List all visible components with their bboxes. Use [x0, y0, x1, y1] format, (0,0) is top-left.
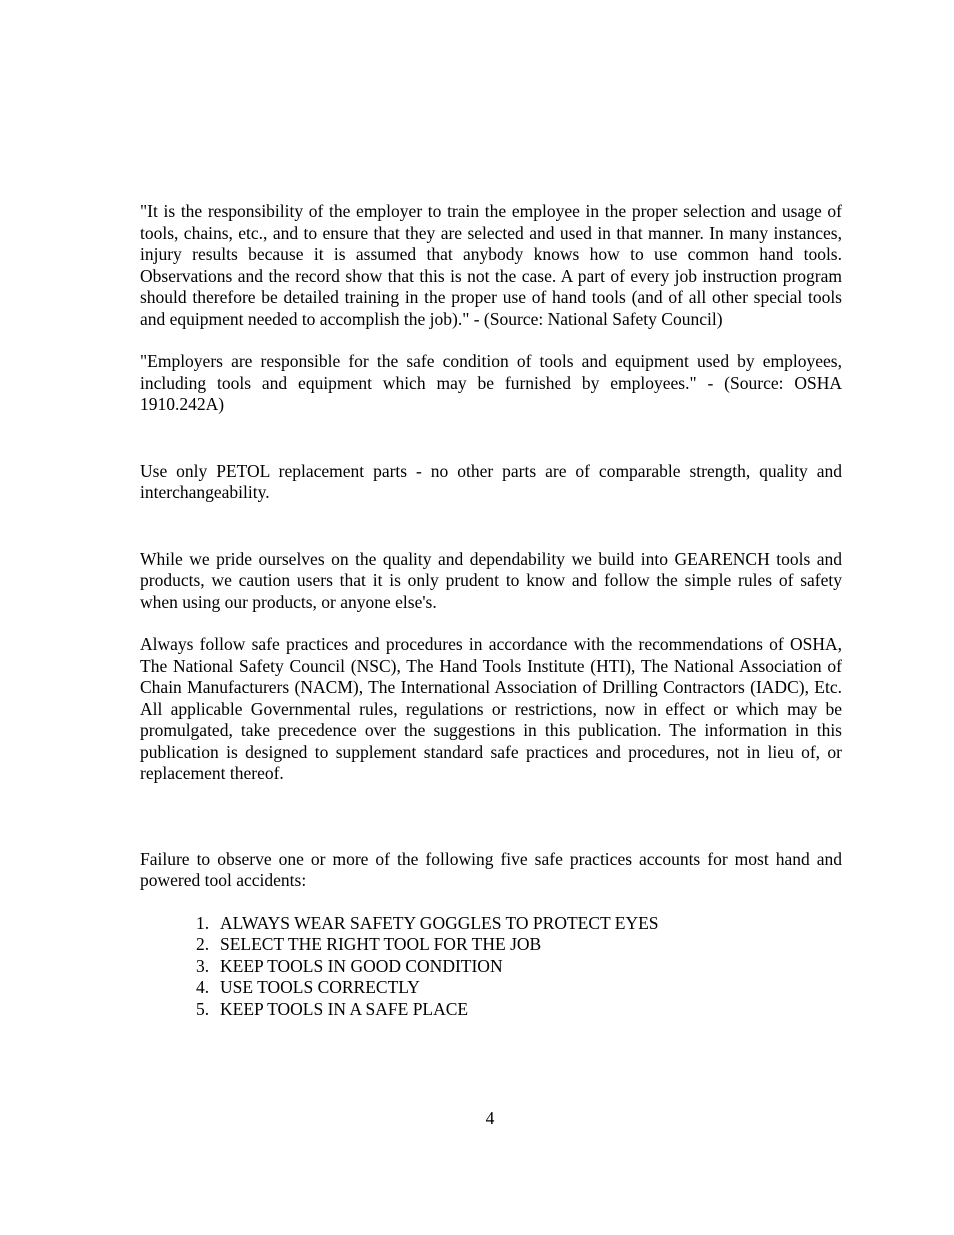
list-item [196, 913, 842, 935]
list-item [196, 934, 842, 956]
list-item-number: 4. [196, 977, 210, 997]
safe-practices-list [140, 913, 842, 1021]
nsc-quote-paragraph: "It is the responsibility of the employer to train the employee in the proper selection and usage of tools, chains, etc., and to ensure that they are selected and used in that manner. In many instances, injury results because it is assumed that anybody knows how to use common hand tools. Observations and the record show that this is not the case. A part of every job instruction program should therefore be detailed training in the proper use of hand tools (and of all other special tools and equipment needed to accomplish the job)." - (Source: National Safety Council) [140, 201, 842, 329]
list-item-number: 3. [196, 955, 210, 976]
page-number: 4 [485, 1108, 495, 1128]
list-item-text: KEEP TOOLS IN GOOD CONDITION [220, 955, 503, 976]
spacer [140, 330, 842, 351]
list-item [196, 977, 842, 999]
list-item-text: ALWAYS WEAR SAFETY GOGGLES TO PROTECT EYES [220, 912, 659, 933]
page-body [140, 201, 842, 1020]
list-item [196, 999, 842, 1021]
spacer [140, 416, 842, 461]
list-item-text: KEEP TOOLS IN A SAFE PLACE [220, 998, 469, 1019]
spacer [140, 613, 842, 634]
list-item-text: SELECT THE RIGHT TOOL FOR THE JOB [220, 934, 542, 954]
list-item-text: USE TOOLS CORRECTLY [220, 977, 420, 997]
list-item-number: 1. [196, 912, 210, 933]
list-item-number: 2. [196, 934, 210, 954]
list-item [196, 956, 842, 978]
spacer [140, 785, 842, 849]
osha-quote-paragraph: "Employers are responsible for the safe condition of tools and equipment used by employees, including tools and equipment which may be furnished by employees." - (Source: OSHA 1910.242A) [140, 351, 842, 414]
pride-caution-paragraph: While we pride ourselves on the quality and dependability we build into GEARENCH tools and products, we caution users that it is only prudent to know and follow the simple rules of safety when using our products, or anyone else's. [140, 548, 842, 612]
failure-intro-paragraph: Failure to observe one or more of the following five safe practices accounts for most hand and powered tool accidents: [140, 848, 842, 890]
list-item-number: 5. [196, 998, 210, 1019]
spacer [140, 504, 842, 549]
spacer [140, 892, 842, 913]
safe-practices-paragraph: Always follow safe practices and procedures in accordance with the recommendations of OSHA, The National Safety Council (NSC), The Hand Tools Institute (HTI), The National Association of Chain Manufacturers (NACM), The International Association of Drilling Contractors (IADC), Etc. All applicable Governmental rules, regulations or restrictions, now in effect or which may be promulgated, take precedence over the suggestions in this publication. The information in this publication is designed to supplement standard safe practices and procedures, not in lieu of, or replacement thereof. [140, 634, 842, 783]
replacement-parts-paragraph: Use only PETOL replacement parts - no other parts are of comparable strength, quality and interchangeability. [140, 460, 842, 502]
